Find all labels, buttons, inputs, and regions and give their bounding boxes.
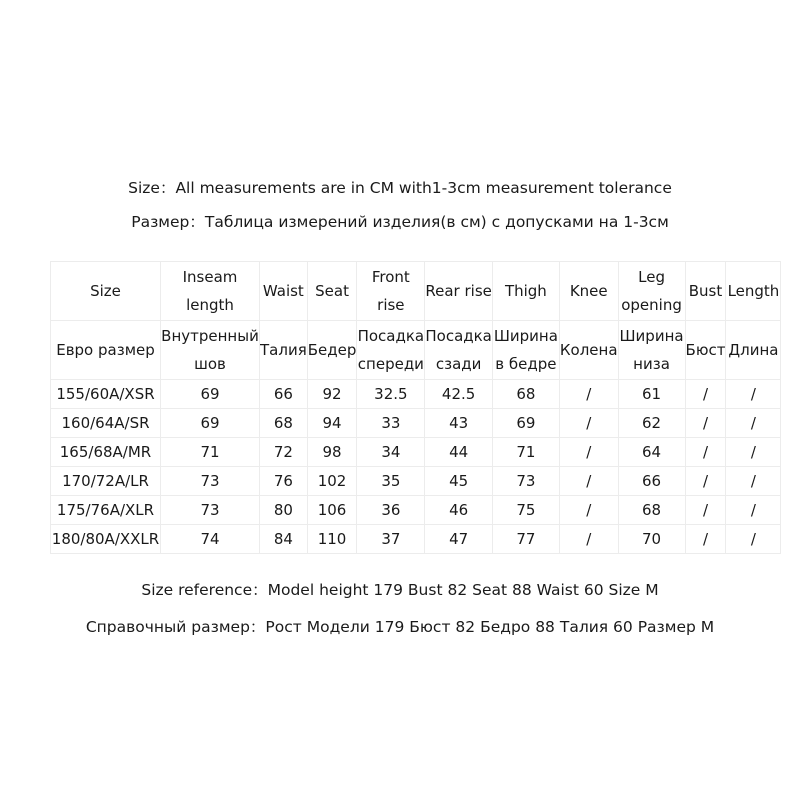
header-cell: Leg opening — [618, 262, 685, 321]
header-cell: Waist — [260, 262, 308, 321]
table-cell: 47 — [425, 525, 493, 554]
table-row — [51, 467, 781, 496]
header-cell: Rear rise — [425, 262, 493, 321]
table-cell: 106 — [307, 496, 357, 525]
size-reference-russian: Справочный размер：Рост Модели 179 Бюст 82 Бедро 88 Талия 60 Размер M — [85, 618, 715, 636]
table-cell: 71 — [161, 438, 260, 467]
table-cell: 69 — [161, 409, 260, 438]
table-cell: 68 — [492, 380, 559, 409]
table-cell: 44 — [425, 438, 493, 467]
table-cell: / — [559, 438, 618, 467]
header-cell: Front rise — [357, 262, 425, 321]
table-cell: / — [726, 496, 781, 525]
table-cell: 73 — [161, 496, 260, 525]
table-cell: 43 — [425, 409, 493, 438]
table-cell: / — [559, 525, 618, 554]
table-row — [51, 525, 781, 554]
header-cell: Талия — [260, 321, 308, 380]
table-cell: / — [559, 380, 618, 409]
table-cell: 84 — [260, 525, 308, 554]
table-cell: 70 — [618, 525, 685, 554]
header-cell: Thigh — [492, 262, 559, 321]
table-cell: 61 — [618, 380, 685, 409]
table-row — [51, 409, 781, 438]
table-cell: 68 — [260, 409, 308, 438]
size-reference-english: Size reference：Model height 179 Bust 82 Seat 88 Waist 60 Size M — [141, 581, 659, 599]
table-cell: 102 — [307, 467, 357, 496]
size-cell: 170/72A/LR — [51, 467, 161, 496]
table-cell: 34 — [357, 438, 425, 467]
size-note-russian: Размер：Таблица измерений изделия(в см) с допусками на 1-3см — [131, 213, 669, 231]
header-cell: Length — [726, 262, 781, 321]
header-cell: Бедер — [307, 321, 357, 380]
table-cell: / — [685, 525, 726, 554]
size-cell: 180/80A/XXLR — [51, 525, 161, 554]
table-cell: 46 — [425, 496, 493, 525]
table-cell: / — [559, 467, 618, 496]
table-cell: 37 — [357, 525, 425, 554]
size-cell: 175/76A/XLR — [51, 496, 161, 525]
header-cell: Внутренный шов — [161, 321, 260, 380]
header-row-russian — [51, 321, 781, 380]
size-cell: 160/64A/SR — [51, 409, 161, 438]
header-cell: Длина — [726, 321, 781, 380]
table-cell: 35 — [357, 467, 425, 496]
table-cell: 36 — [357, 496, 425, 525]
header-cell: Seat — [307, 262, 357, 321]
header-cell: Knee — [559, 262, 618, 321]
table-cell: 69 — [161, 380, 260, 409]
table-cell: 74 — [161, 525, 260, 554]
table-row — [51, 496, 781, 525]
table-cell: / — [685, 409, 726, 438]
table-cell: 33 — [357, 409, 425, 438]
table-cell: 66 — [618, 467, 685, 496]
size-table — [50, 261, 781, 554]
header-cell: Inseam length — [161, 262, 260, 321]
table-cell: 62 — [618, 409, 685, 438]
table-cell: / — [559, 496, 618, 525]
table-row — [51, 380, 781, 409]
table-row — [51, 438, 781, 467]
header-cell: Посадка сзади — [425, 321, 493, 380]
table-cell: / — [726, 467, 781, 496]
table-cell: / — [726, 380, 781, 409]
header-cell: Колена — [559, 321, 618, 380]
table-cell: 45 — [425, 467, 493, 496]
table-cell: / — [726, 525, 781, 554]
table-cell: 66 — [260, 380, 308, 409]
table-cell: 98 — [307, 438, 357, 467]
table-cell: 64 — [618, 438, 685, 467]
table-cell: / — [726, 409, 781, 438]
table-cell: / — [726, 438, 781, 467]
table-cell: / — [685, 438, 726, 467]
table-cell: / — [559, 409, 618, 438]
table-cell: 73 — [161, 467, 260, 496]
table-cell: 92 — [307, 380, 357, 409]
table-cell: / — [685, 467, 726, 496]
header-cell: Size — [51, 262, 161, 321]
header-cell: Евро размер — [51, 321, 161, 380]
table-cell: 32.5 — [357, 380, 425, 409]
header-row-english — [51, 262, 781, 321]
header-cell: Бюст — [685, 321, 726, 380]
header-cell: Ширина в бедре — [492, 321, 559, 380]
table-cell: 69 — [492, 409, 559, 438]
table-cell: 73 — [492, 467, 559, 496]
table-cell: 72 — [260, 438, 308, 467]
table-cell: 94 — [307, 409, 357, 438]
size-cell: 165/68A/MR — [51, 438, 161, 467]
table-cell: 68 — [618, 496, 685, 525]
size-note-english: Size：All measurements are in CM with1-3cm measurement tolerance — [128, 179, 672, 197]
header-cell: Bust — [685, 262, 726, 321]
header-cell: Посадка спереди — [357, 321, 425, 380]
table-cell: / — [685, 380, 726, 409]
table-cell: 80 — [260, 496, 308, 525]
header-cell: Ширина низа — [618, 321, 685, 380]
table-cell: 110 — [307, 525, 357, 554]
table-cell: 42.5 — [425, 380, 493, 409]
size-cell: 155/60A/XSR — [51, 380, 161, 409]
table-cell: 75 — [492, 496, 559, 525]
table-cell: 77 — [492, 525, 559, 554]
table-cell: 76 — [260, 467, 308, 496]
table-cell: / — [685, 496, 726, 525]
table-cell: 71 — [492, 438, 559, 467]
